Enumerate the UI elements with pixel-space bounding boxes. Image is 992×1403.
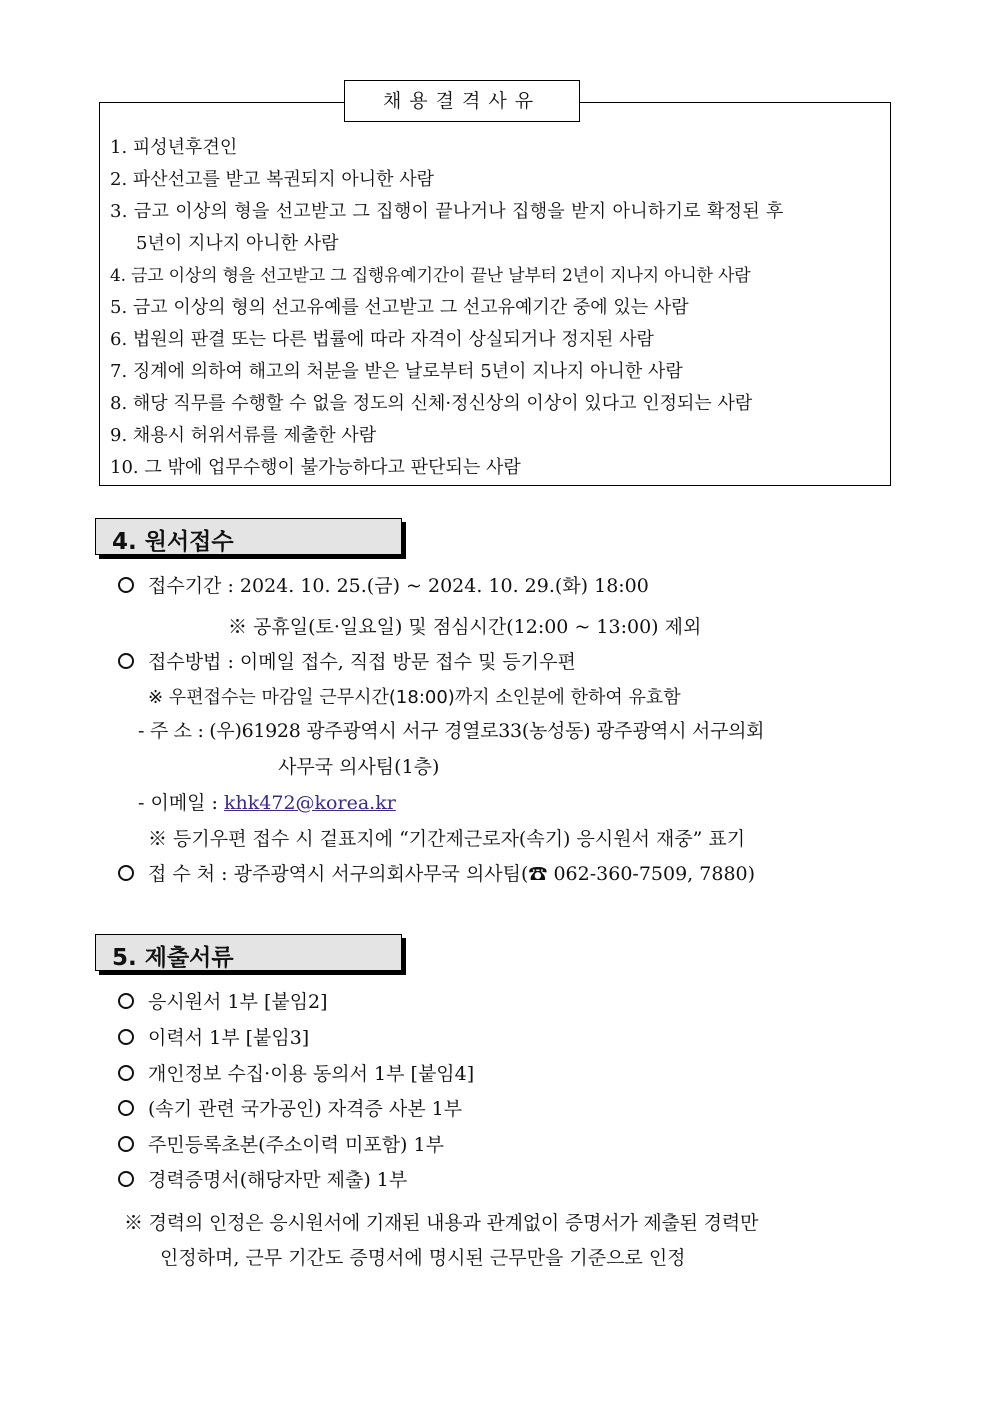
section-header-label: 4. 원서접수	[112, 529, 234, 555]
document-item-text: (속기 관련 국가공인) 자격증 사본 1부	[148, 1098, 463, 1120]
document-item	[118, 1026, 309, 1050]
application-period-text: 접수기간 : 2024. 10. 25.(금) ~ 2024. 10. 29.(화) 18:00	[148, 575, 649, 597]
disqualification-item: 9. 채용시 허위서류를 제출한 사람	[110, 425, 377, 446]
email-row	[138, 791, 396, 815]
registered-mail-note: ※ 등기우편 접수 시 겉표지에 “기간제근로자(속기) 응시원서 재중” 표기	[148, 828, 746, 850]
section-header-documents	[95, 934, 402, 971]
disqualification-item: 2. 파산선고를 받고 복권되지 아니한 사람	[110, 169, 434, 190]
circle-bullet-icon	[118, 1171, 134, 1187]
document-item	[118, 1097, 462, 1121]
document-item	[118, 1062, 474, 1086]
circle-bullet-icon	[118, 653, 134, 669]
application-method-text: 접수방법 : 이메일 접수, 직접 방문 접수 및 등기우편	[148, 651, 576, 673]
address-line-1: - 주 소 : (우)61928 광주광역시 서구 경열로33(농성동) 광주광역시 서구의회	[138, 720, 765, 742]
career-note-line-1: ※ 경력의 인정은 응시원서에 기재된 내용과 관계없이 증명서가 제출된 경력만	[124, 1212, 759, 1234]
circle-bullet-icon	[118, 1065, 134, 1081]
disqualification-item: 8. 해당 직무를 수행할 수 없을 정도의 신체·정신상의 이상이 있다고 인정되는 사람	[110, 393, 753, 414]
career-note-line-2: 인정하며, 근무 기간도 증명서에 명시된 근무만을 기준으로 인정	[160, 1247, 686, 1269]
email-label: - 이메일 :	[138, 792, 218, 814]
document-item-text: 응시원서 1부 [붙임2]	[148, 991, 328, 1013]
document-item	[118, 1133, 444, 1157]
document-item	[118, 1168, 407, 1192]
section-header-label: 5. 제출서류	[112, 945, 234, 971]
circle-bullet-icon	[118, 1136, 134, 1152]
document-item-text: 경력증명서(해당자만 제출) 1부	[148, 1169, 408, 1191]
circle-bullet-icon	[118, 1029, 134, 1045]
application-office	[118, 862, 755, 886]
disqualification-item: 10. 그 밖에 업무수행이 불가능하다고 판단되는 사람	[110, 457, 521, 478]
disqualification-item: 6. 법원의 판결 또는 다른 법률에 따라 자격이 상실되거나 정지된 사람	[110, 329, 654, 350]
disqualification-item-continued: 5년이 지나지 아니한 사람	[136, 233, 339, 254]
circle-bullet-icon	[118, 577, 134, 593]
document-item-text: 개인정보 수집·이용 동의서 1부 [붙임4]	[148, 1063, 475, 1085]
section-header-application	[95, 518, 402, 555]
disqualification-item: 5. 금고 이상의 형의 선고유예를 선고받고 그 선고유예기간 중에 있는 사람	[110, 297, 689, 318]
document-item-text: 이력서 1부 [붙임3]	[148, 1027, 310, 1049]
circle-bullet-icon	[118, 1100, 134, 1116]
application-period	[118, 574, 649, 598]
document-item	[118, 990, 328, 1014]
mail-deadline-note: ※ 우편접수는 마감일 근무시간(18:00)까지 소인분에 한하여 유효함	[148, 687, 681, 708]
document-item-text: 주민등록초본(주소이력 미포함) 1부	[148, 1134, 444, 1156]
circle-bullet-icon	[118, 993, 134, 1009]
address-line-2: 사무국 의사팀(1층)	[278, 756, 440, 778]
disqualification-title: 채용결격사유	[344, 80, 580, 122]
disqualification-item: 4. 금고 이상의 형을 선고받고 그 집행유예기간이 끝난 날부터 2년이 지나지 아니한 사람	[110, 266, 751, 286]
disqualification-item: 7. 징계에 의하여 해고의 처분을 받은 날로부터 5년이 지나지 아니한 사람	[110, 361, 683, 382]
disqualification-item: 3. 금고 이상의 형을 선고받고 그 집행이 끝나거나 집행을 받지 아니하기로 확정된 후	[110, 201, 784, 222]
application-method	[118, 650, 576, 674]
application-office-text: 접 수 처 : 광주광역시 서구의회사무국 의사팀(☎ 062-360-7509, 7880)	[148, 863, 756, 885]
circle-bullet-icon	[118, 865, 134, 881]
disqualification-item: 1. 피성년후견인	[110, 137, 238, 158]
email-link[interactable]: khk472@korea.kr	[224, 792, 396, 814]
application-period-note: ※ 공휴일(토·일요일) 및 점심시간(12:00 ~ 13:00) 제외	[228, 616, 702, 638]
